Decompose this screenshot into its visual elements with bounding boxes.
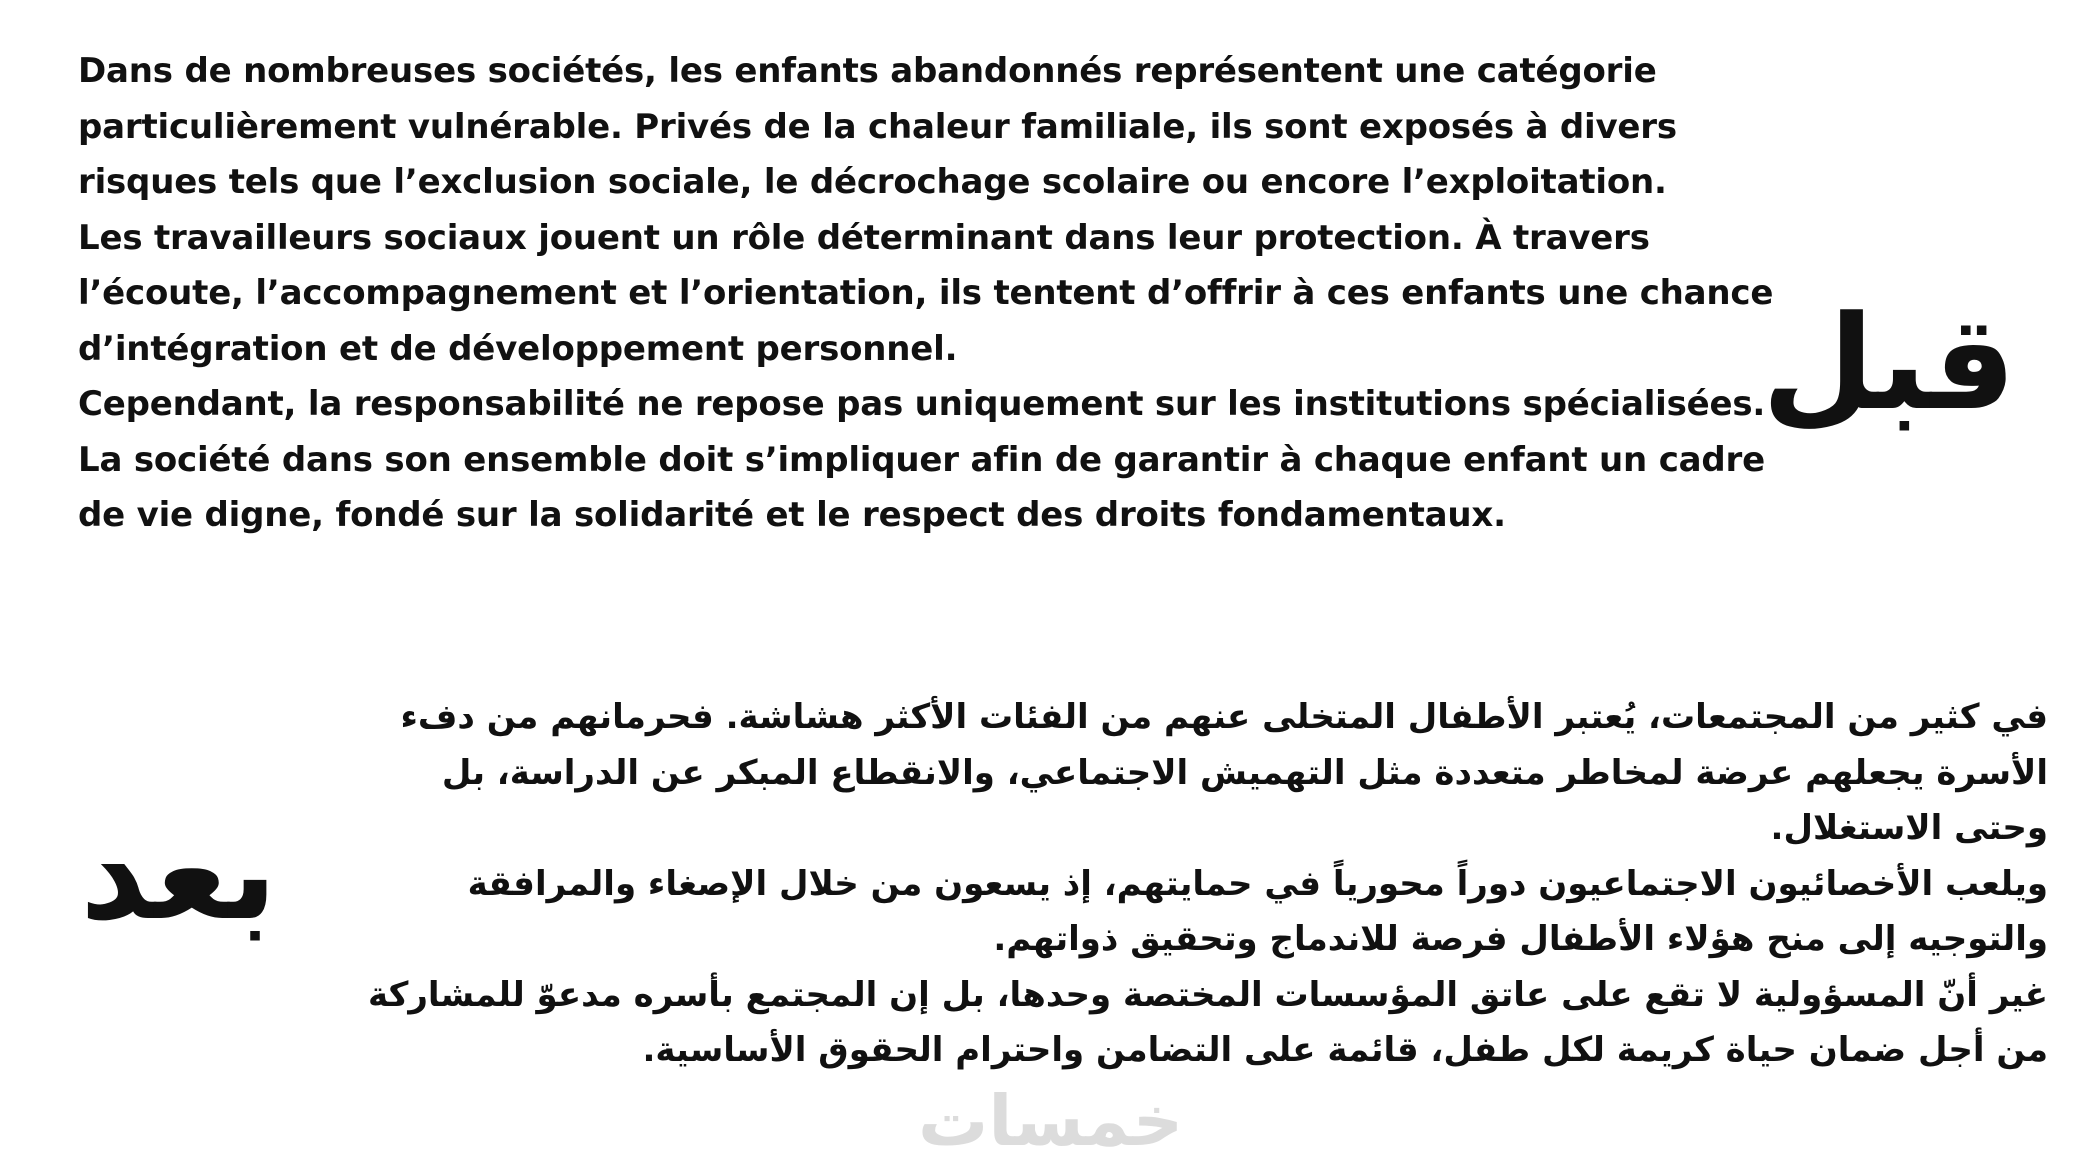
french-text-block — [78, 44, 1808, 544]
french-paragraph-2: Les travailleurs sociaux jouent un rôle déterminant dans leur protection. À travers l’écoute, l’accompagnement et l’orientation, ils tentent d’offrir à ces enfants une chance d’intégration et de développement personnel. — [78, 217, 1774, 369]
french-paragraph-1: Dans de nombreuses sociétés, les enfants abandonnés représentent une catégorie particulièrement vulnérable. Privés de la chaleur familiale, ils sont exposés à divers risques tels que l’exclusion sociale, le décrochage scolaire ou encore l’exploitation. — [78, 51, 1677, 202]
arabic-paragraph-1: في كثير من المجتمعات، يُعتبر الأطفال المتخلى عنهم من الفئات الأكثر هشاشة. فحرمانهم من دفء الأسرة يجعلهم عرضة لمخاطر متعددة مثل التهميش الاجتماعي، والانقطاع المبكر عن الدراسة، بل وحتى الاستغلال. — [400, 697, 2048, 848]
before-label: قبل — [1761, 287, 2016, 439]
after-label: بعد — [80, 797, 278, 949]
french-paragraph-3: Cependant, la responsabilité ne repose pas uniquement sur les institutions spécialisées. La société dans son ensemble doit s’impliquer afin de garantir à chaque enfant un cadre de vie digne, fondé sur la solidarité et le respect des droits fondamentaux. — [78, 384, 1766, 535]
arabic-paragraph-2: ويلعب الأخصائيون الاجتماعيون دوراً محورياً في حمايتهم، إذ يسعون من خلال الإصغاء والمرافقة والتوجيه إلى منح هؤلاء الأطفال فرصة للاندماج وتحقيق ذواتهم. — [467, 863, 2048, 959]
watermark-logo: خمسات — [918, 1080, 1184, 1162]
arabic-text-block — [338, 690, 2048, 1079]
arabic-paragraph-3: غير أنّ المسؤولية لا تقع على عاتق المؤسسات المختصة وحدها، بل إن المجتمع بأسره مدعوّ للمشاركة من أجل ضمان حياة كريمة لكل طفل، قائمة على التضامن واحترام الحقوق الأساسية. — [367, 974, 2048, 1070]
